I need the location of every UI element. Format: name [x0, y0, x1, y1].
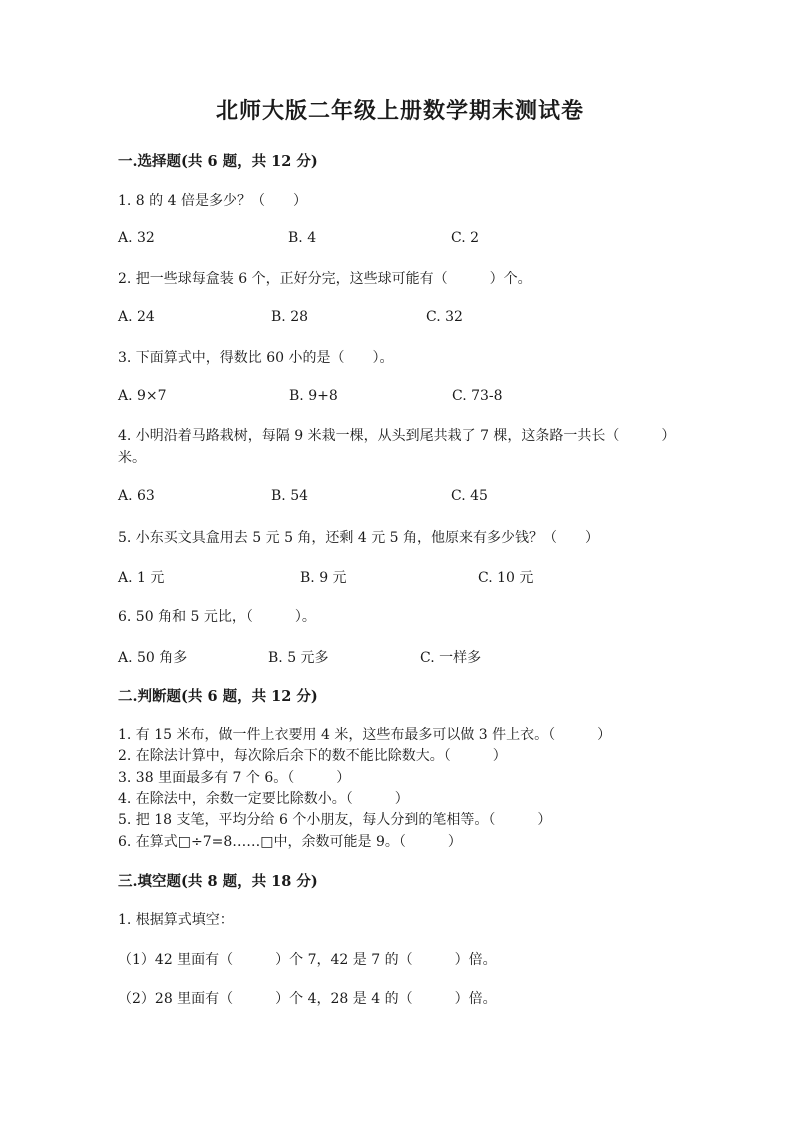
choice-5-option-b: B. 9 元	[300, 570, 347, 586]
choice-3-option-b: B. 9+8	[289, 388, 338, 404]
fill-question-1: 1. 根据算式填空：	[118, 912, 234, 928]
choice-6-option-b: B. 5 元多	[268, 650, 329, 666]
choice-question-5: 5. 小东买文具盒用去 5 元 5 角，还剩 4 元 5 角，他原来有多少钱？（ ）	[118, 530, 600, 546]
judge-item-4: 4. 在除法中，余数一定要比除数小。（ ）	[118, 791, 409, 807]
choice-4-option-a: A. 63	[118, 488, 155, 504]
judge-item-3: 3. 38 里面最多有 7 个 6。（ ）	[118, 770, 351, 786]
choice-question-3: 3. 下面算式中，得数比 60 小的是（ ）。	[118, 350, 394, 366]
fill-question-1-sub-1: （1）42 里面有（ ）个 7，42 是 7 的（ ）倍。	[118, 952, 497, 968]
choice-2-option-b: B. 28	[271, 309, 309, 325]
fill-question-1-sub-2: （2）28 里面有（ ）个 4，28 是 4 的（ ）倍。	[118, 991, 497, 1007]
judge-item-6: 6. 在算式□÷7=8……□中，余数可能是 9。（ ）	[118, 834, 462, 850]
page-title: 北师大版二年级上册数学期末测试卷	[215, 98, 584, 124]
choice-question-4: 4. 小明沿着马路栽树，每隔 9 米栽一棵，从头到尾共栽了 7 棵，这条路一共长（ ）米。	[118, 428, 676, 466]
judge-item-1: 1. 有 15 米布，做一件上衣要用 4 米，这些布最多可以做 3 件上衣。（ ）	[118, 727, 612, 743]
choice-2-option-c: C. 32	[426, 309, 463, 325]
choice-6-option-a: A. 50 角多	[118, 650, 188, 666]
choice-3-option-c: C. 73-8	[452, 388, 503, 404]
section-title-choice: 一.选择题(共 6 题，共 12 分)	[118, 153, 318, 170]
choice-5-option-a: A. 1 元	[118, 570, 165, 586]
choice-5-option-c: C. 10 元	[478, 570, 534, 586]
judge-item-2: 2. 在除法计算中，每次除后余下的数不能比除数大。（ ）	[118, 748, 507, 764]
choice-1-option-c: C. 2	[451, 230, 480, 246]
choice-4-option-b: B. 54	[271, 488, 309, 504]
section-title-fill: 三.填空题(共 8 题，共 18 分)	[118, 873, 318, 890]
choice-question-6: 6. 50 角和 5 元比，（ ）。	[118, 609, 316, 625]
choice-2-option-a: A. 24	[118, 309, 155, 325]
choice-1-option-b: B. 4	[288, 230, 317, 246]
judge-item-5: 5. 把 18 支笔，平均分给 6 个小朋友，每人分到的笔相等。（ ）	[118, 812, 552, 828]
choice-4-option-c: C. 45	[451, 488, 488, 504]
choice-question-2: 2. 把一些球每盒装 6 个，正好分完，这些球可能有（ ）个。	[118, 271, 532, 287]
choice-1-option-a: A. 32	[118, 230, 155, 246]
choice-6-option-c: C. 一样多	[420, 650, 482, 666]
section-title-judge: 二.判断题(共 6 题，共 12 分)	[118, 688, 318, 705]
choice-question-1: 1. 8 的 4 倍是多少？（ ）	[118, 193, 307, 209]
choice-3-option-a: A. 9×7	[118, 388, 167, 404]
